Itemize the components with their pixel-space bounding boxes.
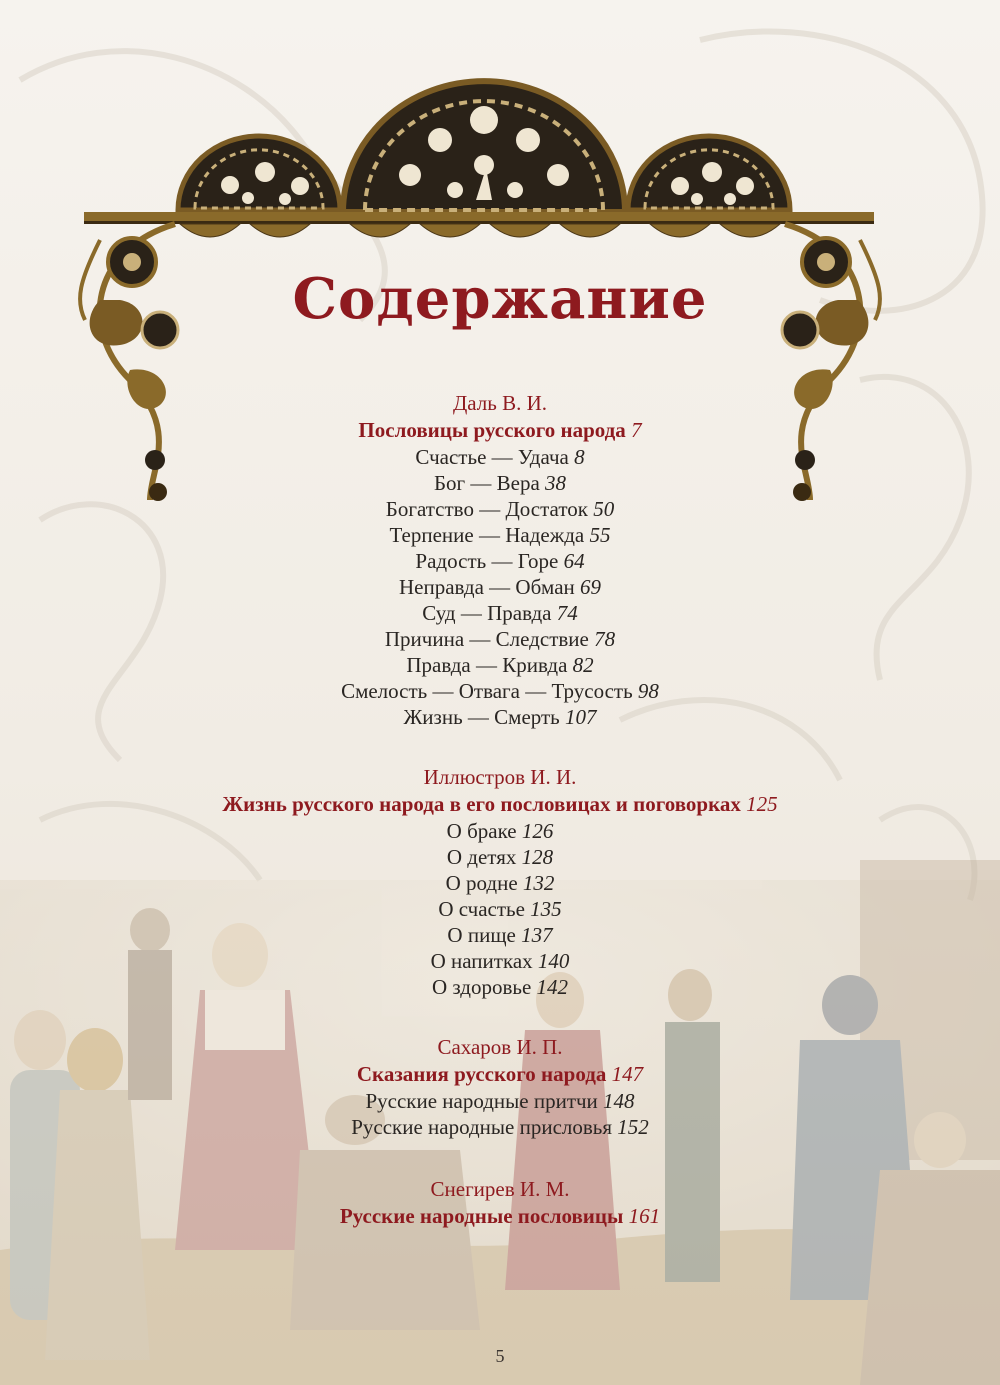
toc-entry[interactable]: Бог — Вера 38 bbox=[433, 471, 567, 495]
toc-section bbox=[0, 1176, 1000, 1230]
toc-entry[interactable]: Счастье — Удача 8 bbox=[415, 445, 585, 469]
toc-entry[interactable]: Причина — Следствие 78 bbox=[384, 627, 616, 651]
toc-section bbox=[0, 390, 1000, 730]
section-author: Иллюстров И. И. bbox=[423, 765, 577, 789]
toc-entry[interactable]: Терпение — Надежда 55 bbox=[389, 523, 611, 547]
section-author: Снегирев И. М. bbox=[430, 1177, 570, 1201]
toc-entry[interactable]: Неправда — Обман 69 bbox=[398, 575, 602, 599]
arch-center bbox=[343, 81, 625, 212]
arch-right bbox=[628, 136, 790, 210]
section-work-title[interactable]: Сказания русского народа 147 bbox=[356, 1062, 644, 1086]
page-ref: 161 bbox=[628, 1204, 661, 1228]
page-number: 5 bbox=[495, 1346, 505, 1366]
toc-section bbox=[0, 764, 1000, 1000]
toc-entry[interactable]: Жизнь — Смерть 107 bbox=[403, 705, 597, 729]
toc-entry[interactable]: О пище 137 bbox=[447, 923, 553, 947]
page-ref: 147 bbox=[611, 1062, 644, 1086]
toc-entry[interactable]: Правда — Кривда 82 bbox=[406, 653, 594, 677]
section-author: Сахаров И. П. bbox=[437, 1035, 563, 1059]
toc-section bbox=[0, 1034, 1000, 1140]
section-work-title[interactable]: Русские народные пословицы 161 bbox=[339, 1204, 661, 1228]
toc-entry[interactable]: Русские народные присловья 152 bbox=[351, 1115, 649, 1139]
toc-entry[interactable]: О здоровье 142 bbox=[431, 975, 569, 999]
toc-entry[interactable]: Русские народные притчи 148 bbox=[365, 1089, 635, 1113]
toc-entry[interactable]: Богатство — Достаток 50 bbox=[385, 497, 615, 521]
toc-entry[interactable]: О браке 126 bbox=[446, 819, 554, 843]
section-author: Даль В. И. bbox=[452, 391, 548, 415]
arch-left bbox=[178, 136, 340, 210]
toc-entry[interactable]: О родне 132 bbox=[445, 871, 555, 895]
section-work-title[interactable]: Жизнь русского народа в его пословицах и поговорках 125 bbox=[222, 792, 778, 816]
section-work-title[interactable]: Пословицы русского народа 7 bbox=[358, 418, 642, 442]
toc-entry[interactable]: О детях 128 bbox=[446, 845, 554, 869]
toc-entry[interactable]: О счастье 135 bbox=[438, 897, 562, 921]
page-title: Содержание bbox=[292, 266, 708, 332]
page-ref: 7 bbox=[631, 418, 642, 442]
toc-entry[interactable]: Смелость — Отвага — Трусость 98 bbox=[341, 679, 659, 703]
toc-entry[interactable]: О напитках 140 bbox=[430, 949, 570, 973]
toc-entry[interactable]: Радость — Горе 64 bbox=[415, 549, 585, 573]
page-ref: 125 bbox=[746, 792, 778, 816]
toc-entry[interactable]: Суд — Правда 74 bbox=[422, 601, 578, 625]
cornice-bar bbox=[84, 212, 874, 237]
